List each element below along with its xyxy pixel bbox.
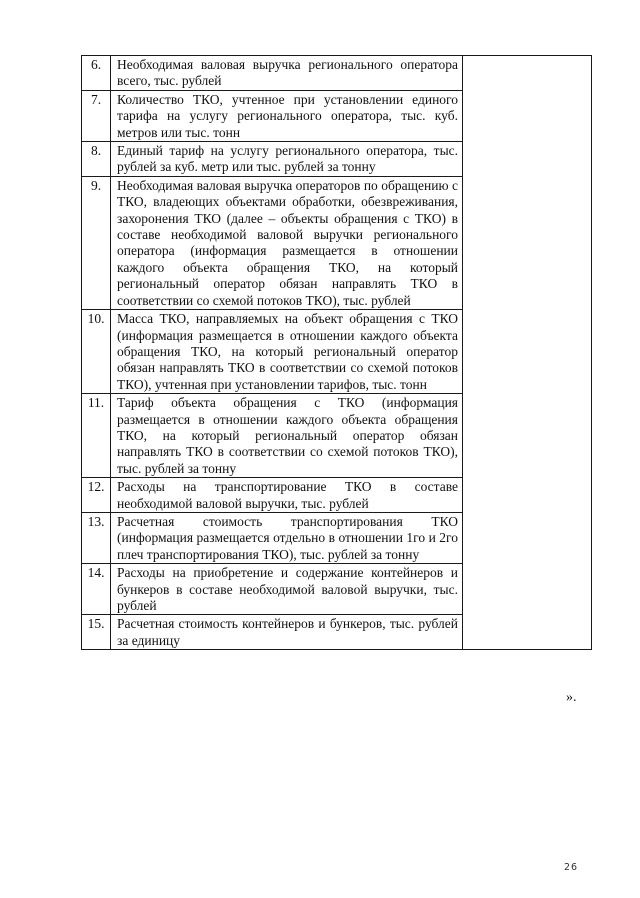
row-value-cell [463,478,592,513]
row-text: Масса ТКО, направляемых на объект обращения с ТКО (информация размещается в отношении каждого объекта обращения ТКО, на который региональный оператор обязан направлять ТКО в соответствии со схемой потоков ТКО), учтенная при установлении тарифов, тыс. тонн [111,310,463,394]
table-row [82,142,592,177]
row-number: 6. [82,56,111,91]
table-row [82,512,592,563]
row-text: Расчетная стоимость контейнеров и бункеров, тыс. рублей за единицу [111,615,463,650]
row-number: 15. [82,615,111,650]
row-value-cell [463,142,592,177]
table-row [82,310,592,394]
document-table-wrapper [81,55,582,650]
row-value-cell [463,394,592,478]
row-value-cell [463,615,592,650]
table-row [82,176,592,309]
row-value-cell [463,56,592,91]
table-row [82,615,592,650]
row-number: 11. [82,394,111,478]
closing-quote: ». [566,690,577,705]
row-value-cell [463,176,592,309]
row-text: Расходы на приобретение и содержание контейнеров и бункеров в составе необходимой валовой выручки, тыс. рублей [111,564,463,615]
table-row [82,56,592,91]
row-number: 13. [82,512,111,563]
row-number: 8. [82,142,111,177]
row-text: Количество ТКО, учтенное при установлении единого тарифа на услугу регионального оператора, тыс. куб. метров или тыс. тонн [111,90,463,141]
row-number: 14. [82,564,111,615]
row-text: Необходимая валовая выручка регионального оператора всего, тыс. рублей [111,56,463,91]
row-text: Необходимая валовая выручка операторов по обращению с ТКО, владеющих объектами обработки, обезвреживания, захоронения ТКО (далее – объекты обращения с ТКО) в составе необходимой валовой выручки регионального оператора (информация размещается в отношении каждого объекта обращения ТКО, на который региональный оператор обязан направлять ТКО в соответствии со схемой потоков ТКО), тыс. рублей [111,176,463,309]
row-value-cell [463,90,592,141]
table-row [82,564,592,615]
row-number: 10. [82,310,111,394]
row-number: 7. [82,90,111,141]
row-value-cell [463,512,592,563]
indicators-table [81,55,592,650]
table-row [82,394,592,478]
row-text: Единый тариф на услугу регионального оператора, тыс. рублей за куб. метр или тыс. рублей за тонну [111,142,463,177]
row-value-cell [463,310,592,394]
row-value-cell [463,564,592,615]
row-text: Расчетная стоимость транспортирования ТКО (информация размещается отдельно в отношении 1го и 2го плеч транспортирования ТКО), тыс. рублей за тонну [111,512,463,563]
row-number: 9. [82,176,111,309]
row-number: 12. [82,478,111,513]
row-text: Тариф объекта обращения с ТКО (информация размещается в отношении каждого объекта обращения ТКО, на который региональный оператор обязан направлять ТКО в соответствии со схемой потоков ТКО), тыс. рублей за тонну [111,394,463,478]
row-text: Расходы на транспортирование ТКО в составе необходимой валовой выручки, тыс. рублей [111,478,463,513]
page-number: 26 [564,862,579,873]
table-row [82,478,592,513]
table-row [82,90,592,141]
